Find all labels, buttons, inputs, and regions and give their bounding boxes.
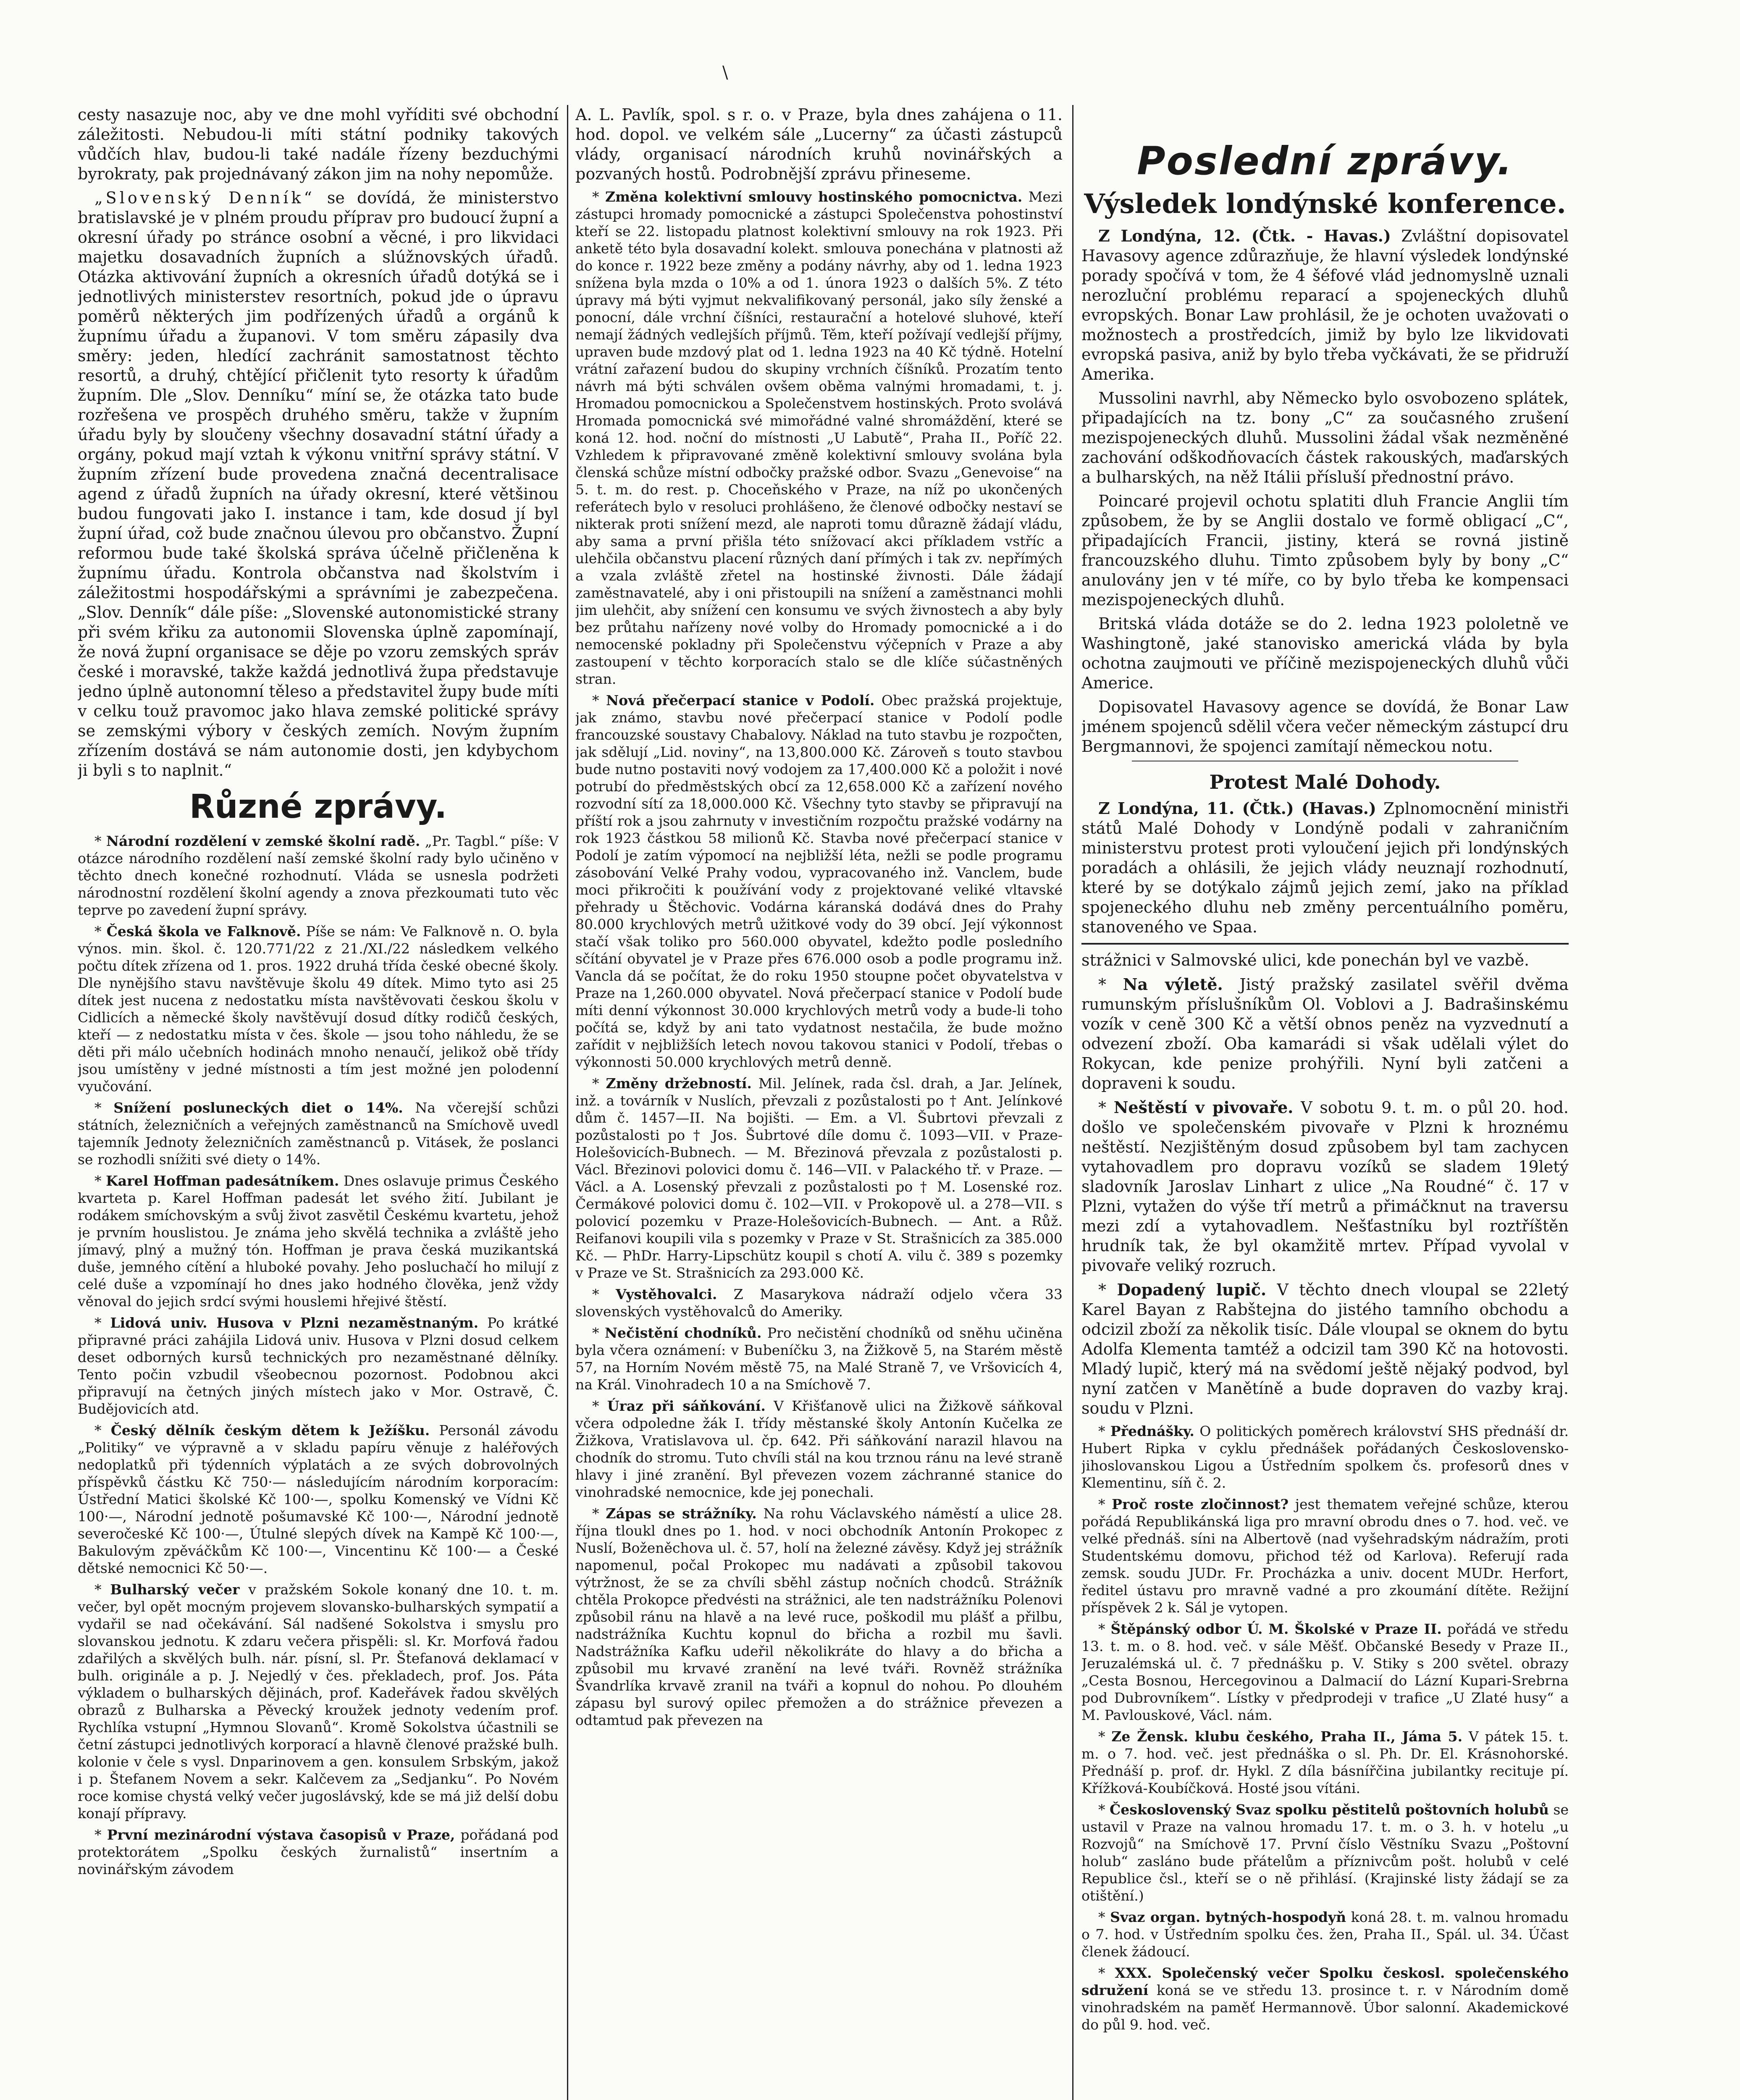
news-title: Nečistění chodníků. — [604, 1325, 762, 1341]
news-body: Na včerejší schůzi státních, železničních a veřejných zaměstnanců na Smíchově uvedl tajemník Jednoty železničních zaměstnanců p. Vitásek, že poslanci se rozhodli snížiti své diety o 14%. — [78, 1100, 559, 1168]
news-title: Změna kolektivní smlouvy hostinského pomocnictva. — [605, 189, 1023, 205]
news-item: * Nečistění chodníků. Pro nečistění chodníků od sněhu učiněna byla včera oznámení: v Bubeníčku 3, na Žižkově 5, na Starém městě 57, na Horním Novém městě 75, na Malé Straně 7, ve Vršovicích 4, na Král. Vinohradech 10 a na Smíchově 7. — [575, 1325, 1063, 1393]
news-item — [1081, 226, 1569, 384]
article-continuation: A. L. Pavlík, spol. s r. o. v Praze, byla dnes zahájena o 11. hod. dopol. ve velkém sále „Lucerny“ za účasti zástupců vlády, organisací národních kruhů novinářských a pozvaných hostů. Podrobnější zprávu přineseme. — [575, 105, 1063, 183]
news-body: Z Masarykova nádraží odjelo včera 33 slovenských vystěhovalců do Ameriky. — [575, 1286, 1063, 1320]
news-title: Neštěstí v pivovaře. — [1113, 1098, 1294, 1117]
news-title: Změny držebností. — [606, 1075, 752, 1092]
news-title: První mezinárodní výstava časopisů v Praze, — [107, 1827, 455, 1843]
column-rule-left — [567, 105, 568, 2100]
news-item: * Vystěhovalci. Z Masarykova nádraží odjelo včera 33 slovenských vystěhovalců do Ameriky. — [575, 1286, 1063, 1320]
news-body: Na rohu Václavského náměstí a ulice 28. října tloukl dnes po 1. hod. v noci obchodník Antonín Prokopec z Nuslí, Boženěchova ul. č. 57, holí na železné závěsy. Když jej strážník napomenul, počal Prokopec mu nadávati a způsobil takovou výtržnost, že se za chvíli sběhl zástup nočních chodců. Strážník chtěla Prokopce předvésti na strážnici, ale ten nadstrážníku Polenovi způsobil ránu na hlavě a na levé ruce, poškodil mu plášť a přilbu, nadstrážníka Kuchtu kopnul do břicha a rozbil mu šavli. Nadstrážníka Kafku udeřil několikráte do hlavy a do břicha a způsobil mu krvavé zranění na levé tváři. Rovněž strážníka Švandrlíka krvavě zranil na tváři a kopnul do nohou. Po dlouhém zápasu byl surový opilec přemožen a do strážnice převezen a odtamtud pak převezen na — [575, 1505, 1063, 1728]
news-title: Úraz při sáňkování. — [607, 1398, 766, 1414]
news-title: Karel Hoffman padesátníkem. — [106, 1173, 339, 1189]
headline-vysledek-konference: Výsledek londýnské konference. — [1084, 188, 1566, 220]
news-item: * Na výletě. Jistý pražský zasilatel svěřil dvěma rumunským příslušníkům Ol. Voblovi a J. Badrašinskému vozík v ceně 300 Kč a větší obnos peněz na vyzvednutí a odvezení zboží. Oba kamarádi si však udělali výlet do Rokycan, kde penize prohýřili. Nyní byli zatčeni a dopraveni k soudu. — [1081, 975, 1569, 1092]
news-title: Bulharský večer — [110, 1581, 240, 1598]
news-item: * Český dělník českým dětem k Ježíšku. Personál závodu „Politiky“ ve výpravně a v skladu papíru věnuje z haléřových nedoplatků při týdenních výplatách a ze svých dobrovolných příspěvků částku Kč 750·— následujícím národním korporacím: Ústřední Matici školské Kč 100·—, spolku Komenský ve Vídni Kč 100·—, Národní jednotě pošumavské Kč 100·—, Národní jednotě severočeské Kč 100·—, Útulné slepých dívek na Kampě Kč 100·—, Bakulovým zpěváčkům Kč 100·—, Vincentinu Kč 100·— a České dětské nemocnici Kč 50·—. — [78, 1422, 559, 1576]
notice-title: Československý Svaz spolku pěstitelů poštovních holubů — [1110, 1801, 1549, 1818]
news-title: Národní rozdělení v zemské školní radě. — [106, 833, 420, 849]
notice-title: Štěpánský odbor Ú. M. Školské v Praze II. — [1110, 1621, 1442, 1637]
news-item: * Úraz při sáňkování. V Křišťanově ulici na Žižkově sáňkoval včera odpoledne žák I. třídy městanské školy Antonín Kučelka ze Žižkova, Vratislavova ul. čp. 642. Při sáňkování narazil hlavou na chodník do stromu. Tuto chvíli stál na kou trznou ránu na levé straně hlavy i jiné zranění. Byl převezen vozem záchranné stanice do vinohradské nemocnice, kde jej ponechali. — [575, 1398, 1063, 1500]
news-title: Dopadený lupič. — [1117, 1280, 1267, 1299]
news-body: Píše se nám: Ve Falknově n. O. byla výnos. min. škol. č. 120.771/22 z 21./XI./22 následkem velkého počtu dítek zřízena od 1. pros. 1922 druhá třída české obecné školy. Dle nynějšího stavu navštěvuje školu 49 dítek. Mimo tyto asi 25 dítek jest nucena z nedostatku místa navštěvovati českou školu v Cidlicích a německé školy navštěvují dosud dítky rodičů českých, kteří — z nedostatku místa v čes. škole — jsou toho náhledu, že se děti při málo učebních hodinách mnoho nenaučí, jelikož obě třídy jsou umístěny v jedné místnosti a tím jest možné jen polodenní vyučování. — [78, 923, 559, 1095]
news-item: * Změna kolektivní smlouvy hostinského pomocnictva. Mezi zástupci hromady pomocnické a zástupci Společenstva pohostinství kteří se 22. listopadu platnost kolektivní smlouvy na rok 1923. Při anketě této byla dosavadní kolekt. smlouva ponechána v platnosti až do konce r. 1922 beze změny a podány návrhy, aby od 1. ledna 1923 snížena byla mzda o 10% a od 1. února 1923 o dalších 5%. Z této úpravy má býti vyjmut nekvalifikovaný personál, jako síly ženské a ponocní, dále vrchní číšníci, restaurační a hotelové sluhové, kteří nemají žádných vedlejších příjmů. Těm, kteří požívají vedlejší příjmy, upraven bude mzdový plat od 1. ledna 1923 na 40 Kč týdně. Hotelní vrátní zařazení budou do skupiny vrchních číšníků. Prozatím tento návrh má býti schválen ovšem oběma valnými hromadami, t. j. Hromadou pomocnickou a Společenstvem hostinských. Proto svolává Hromada pomocnická své mimořádné valné shromáždění, které se koná 12. hod. noční do místnosti „U Labutě“, Praha II., Poříč 22. Vzhledem k připravované změně kolektivní smlouvy svolána byla členská schůze místní odbočky pražské odbor. Svazu „Genevoise“ na 5. t. m. do rest. p. Choceňského v Praze, na níž po ukončených referátech bylo v resoluci prohlášeno, že členové odbočky nestaví se nikterak proti snížení mezd, ale naproti tomu důrazně žádají vládu, aby sama a první přišla této snížovací akci příkladem vstříc a ulehčila občanstvu placení různých daní přímých i tak zv. nepřímých a vzala zvláště zřetel na hostinské živnosti. Dále žádají zaměstnavatelé, aby i oni přistoupili na snížení a zaměstnanci mohli jim ulehčit, aby snížení cen konsumu ve svých živnostech a aby byly bez průtahu nařízeny nové volby do Hromady pomocnické a i do nemocenské pokladny při Společenstvu výčepních v Praze a aby zastoupení v těchto korporacích stalo se dle klíče súčastněných stran. — [575, 189, 1063, 687]
news-item: * Zápas se strážníky. Na rohu Václavského náměstí a ulice 28. října tloukl dnes po 1. hod. v noci obchodník Antonín Prokopec z Nuslí, Boženěchova ul. č. 57, holí na železné závěsy. Když jej strážník napomenul, počal Prokopec mu nadávati a způsobil takovou výtržnost, že se za chvíli sběhl zástup nočních chodců. Strážník chtěla Prokopce předvésti na strážnici, ale ten nadstrážníku Polenovi způsobil ránu na hlavě a na levé ruce, poškodil mu plášť a přilbu, nadstrážníka Kuchtu kopnul do břicha a rozbil mu šavli. Nadstrážníka Kafku udeřil několikráte do hlavy a do břicha a způsobil mu krvavé zranění na levé tváři. Rovněž strážníka Švandrlíka krvavě zranil na tváři a kopnul do nohou. Po dlouhém zápasu byl surový opilec přemožen a do strážnice převezen a odtamtud pak převezen na — [575, 1505, 1063, 1728]
section-heading-ruzne-zpravy: Různé zprávy. — [189, 788, 447, 826]
news-body: Pro nečistění chodníků od sněhu učiněna byla včera oznámení: v Bubeníčku 3, na Žižkově 5, na Starém městě 57, na Horním Novém městě 75, na Malé Straně 7, ve Vršovicích 4, na Král. Vinohradech 10 a na Smíchově 7. — [575, 1325, 1063, 1393]
notice-title: Ze Žensk. klubu českého, Praha II., Jáma 5. — [1111, 1728, 1463, 1745]
news-paragraph: Britská vláda dotáže se do 2. ledna 1923 pololetně ve Washingtoně, jaké stanovisko americká vláda by byla ochotna zaujmouti ve příčině mezispojeneckých dluhů vůči Americe. — [1081, 614, 1569, 692]
dateline: Z Londýna, 11. (Čtk.) (Havas.) — [1098, 799, 1376, 818]
news-item: * Bulharský večer v pražském Sokole konaný dne 10. t. m. večer, byl opět mocným projevem slovansko-bulharských sympatií a vydařil se nad očekávání. Sál nadšené Sokolstva i smyslu pro slovanskou jednotu. K zdaru večera přispěli: sl. Kr. Morfová řadou zdařilých a skvělých bulh. nár. písní, sl. Pr. Štefanová deklamací v bulh. originále a p. J. Nejedlý v čes. překladech, prof. Jos. Páta výkladem o bulharských dějinách, prof. Kadeřávek řadou skvělých obrazů z Bulharska a Pěvecký kroužek jednoty vedením prof. Rychlíka vstupní „Hymnou Slovanů“. Kromě Sokolstva účastnili se četní zástupci jednotlivých korporací a hlavně členové pražské bulh. kolonie v čele s vysl. Dnparinovem a gen. konsulem Srbským, jakož i p. Štefanem Novem a sekr. Kalčevem za „Sedjanku“. Po Novém roce komise chystá velký večer jugoslávský, kde se má již delší dobu konají přípravy. — [78, 1581, 559, 1822]
news-body: Mezi zástupci hromady pomocnické a zástupci Společenstva pohostinství kteří se 22. listopadu platnost kolektivní smlouvy na rok 1923. Při anketě této byla dosavadní kolekt. smlouva ponechána v platnosti až do konce r. 1922 beze změny a podány návrhy, aby od 1. ledna 1923 snížena byla mzda o 10% a od 1. února 1923 o dalších 5%. Z této úpravy má býti vyjmut nekvalifikovaný personál, jako síly ženské a ponocní, dále vrchní číšníci, restaurační a hotelové sluhové, kteří nemají žádných vedlejších příjmů. Těm, kteří požívají vedlejší příjmy, upraven bude mzdový plat od 1. ledna 1923 na 40 Kč týdně. Hotelní vrátní zařazení budou do skupiny vrchních číšníků. Prozatím tento návrh má býti schválen ovšem oběma valnými hromadami, t. j. Hromadou pomocnickou a Společenstvem hostinských. Proto svolává Hromada pomocnická své mimořádné valné shromáždění, které se koná 12. hod. noční do místnosti „U Labutě“, Praha II., Poříč 22. Vzhledem k připravované změně kolektivní smlouvy svolána byla členská schůze místní odbočky pražské odbor. Svazu „Genevoise“ na 5. t. m. do rest. p. Choceňského v Praze, na níž po ukončených referátech bylo v resoluci prohlášeno, že členové odbočky nestaví se nikterak proti snížení mezd, ale naproti tomu důrazně žádají vládu, aby sama a první přišla této snížovací akci příkladem vstříc a ulehčila občanstvu placení různých daní přímých i tak zv. nepřímých a vzala zvláště zřetel na hostinské živnosti. Dále žádají zaměstnavatelé, aby i oni přistoupili na snížení a zaměstnanci mohli jim ulehčit, aby snížení cen konsumu ve svých živnostech a aby byly bez průtahu nařízeny nové volby do Hromady pomocnické a i do nemocenské pokladny při Společenstvu výčepních v Praze a aby zastoupení v těchto korporacích stalo se dle klíče súčastněných stran. — [575, 189, 1063, 687]
article-slovensky-dennik — [78, 188, 559, 780]
notice-item: * Štěpánský odbor Ú. M. Školské v Praze II. pořádá ve středu 13. t. m. o 8. hod. več. v sále Měšť. Občanské Besedy v Praze II., Jeruzalémská ul. č. 7 přednášku p. V. Stiky s 200 světel. obrazy „Cesta Bosnou, Hercegovinou a Dalmacií do Lázní Kupari-Srebrna pod Dubrovníkem“. Lístky v předprodeji v trafice „U Zlaté husy“ a M. Pavlouskové, Václ. nám. — [1081, 1621, 1569, 1723]
news-title: Česká škola ve Falknově. — [106, 923, 301, 940]
article-continuation: cesty nasazuje noc, aby ve dne mohl vyříditi své obchodní záležitosti. Nebudou-li míti státní podniky takových vůdčích hlav, budou-li také nadále řízeny bezduchými byrokraty, pak projednávaný zákon jim na nohy nepomůže. — [78, 105, 559, 183]
news-title: Český dělník českým dětem k Ježíšku. — [110, 1422, 430, 1438]
page-mark: \ — [722, 63, 728, 82]
news-item: * Národní rozdělení v zemské školní radě. „Pr. Tagbl.“ píše: V otázce národního rozdělení naší zemské školní rady bylo učiněno v těchto dnech konečné rozhodnutí. Vláda se usnesla podržeti národnostní rozdělení školní agendy a znova přezkoumati tuto věc teprve po zavedení župní správy. — [78, 833, 559, 918]
news-item: * Nová přečerpací stanice v Podolí. Obec pražská projektuje, jak známo, stavbu nové přečerpací stanice v Podolí podle francouzské soustavy Chabalovy. Náklad na tuto stavbu je rozpočten, jak sdělují „Lid. noviny“, na 13,800.000 Kč. Zároveň s touto stavbou bude nutno postaviti nový vodojem za 17,400.000 Kč a položit i nové potrubí do předměstských obcí za 12,658.000 Kč a zařízení nového rozvodní sítí za 18,000.000 Kč. Všechny tyto stavby se připravují na příští rok a jsou zahrnuty v investičním rozpočtu pražské vodárny na rok 1923 částkou 58 milionů Kč. Stavba nové přečerpací stanice v Podolí je zatím výpomocí na nejbližší léta, nežli se podle programu zásobování Velké Prahy vodou, vypracovaného inž. Vanclem, bude moci přikročiti k používání vody z projektované veliké vltavské přehrady u Štěchovic. Vodárna káranská dodává dnes do Prahy 80.000 krychlových metrů užitkové vody do 39 obcí. Její výkonnost stačí však toliko pro 560.000 obyvatel, kdežto podle posledního sčítání obyvatel je v Praze přes 676.000 osob a podle programu inž. Vancla dá se počítat, že do roku 1950 stoupne počet obyvatelstva v Praze na 1,260.000 obyvatel. Nová přečerpací stanice v Podolí bude míti denní výkonnost 30.000 krychlových metrů vody a bude-li toho počítá se, když by ani tato vydatnost nestačila, že bude možno zařídit v nejbližších letech novou takovou stanici v Podolí, třebas o výkonnosti 50.000 krychlových metrů denně. — [575, 692, 1063, 1070]
news-title: Vystěhovalci. — [615, 1286, 717, 1302]
notice-body: se ustavil v Praze na valnou hromadu 17. t. m. o 3. h. v hotelu „u Rozvojů“ na Smíchově 17. První číslo Věstníku Svazu „Poštovní holub“ zasláno bude přátelům a příznivcům pošt. holubů v celé Republice čsl., kteří se o ně přihlásí. (Krajinské listy žádají se za otištění.) — [1081, 1801, 1569, 1904]
news-body: V těchto dnech vloupal se 22letý Karel Bayan z Rabštejna do jistého tamního obchodu a odcizil zboží za několik tisíc. Dále vloupal se oknem do bytu Adolfa Klementa tamtéž a odcizil tam 390 Kč na hotovosti. Mladý lupič, který má na svědomí ještě nějaký podvod, byl nyní zatčen v Manětíně a bude dopraven do vazby kraj. soudu v Plzni. — [1081, 1281, 1569, 1418]
headline-protest-male-dohody: Protest Malé Dohody. — [1209, 771, 1441, 793]
news-paragraph: Mussolini navrhl, aby Německo bylo osvobozeno splátek, připadajících na tz. bony „C“ za současného zrušení mezispojeneckých dluhů. Mussolini žádal však nezměněné zachování odškodňovacích částek rakouských, maďarských a bulharských, na něž Itálii přísluší přednostní právo. — [1081, 389, 1569, 486]
column-3 — [1081, 105, 1569, 2100]
news-item: * Snížení posluneckých diet o 14%. Na včerejší schůzi státních, železničních a veřejných zaměstnanců na Smíchově uvedl tajemník Jednoty železničních zaměstnanců p. Vitásek, že poslanci se rozhodli snížiti své diety o 14%. — [78, 1100, 559, 1168]
section-divider — [1081, 943, 1569, 945]
notice-body: pořádá ve středu 13. t. m. o 8. hod. več. v sále Měšť. Občanské Besedy v Praze II., Jeruzalémská ul. č. 7 přednášku p. V. Stiky s 200 světel. obrazy „Cesta Bosnou, Hercegovinou a Dalmacií do Lázní Kupari-Srebrna pod Dubrovníkem“. Lístky v předprodeji v trafice „U Zlaté husy“ a M. Pavlouskové, Václ. nám. — [1081, 1621, 1569, 1723]
news-body: v pražském Sokole konaný dne 10. t. m. večer, byl opět mocným projevem slovansko-bulharských sympatií a vydařil se nad očekávání. Sál nadšené Sokolstva i smyslu pro slovanskou jednotu. K zdaru večera přispěli: sl. Kr. Morfová řadou zdařilých a skvělých bulh. nár. písní, sl. Pr. Štefanová deklamací v bulh. originále a p. J. Nejedlý v čes. překladech, prof. Jos. Páta výkladem o bulharských dějinách, prof. Kadeřávek řadou skvělých obrazů z Bulharska a Pěvecký kroužek jednoty vedením prof. Rychlíka vstupní „Hymnou Slovanů“. Kromě Sokolstva účastnili se četní zástupci jednotlivých korporací a hlavně členové pražské bulh. kolonie v čele s vysl. Dnparinovem a gen. konsulem Srbským, jakož i p. Štefanem Novem a sekr. Kalčevem za „Sedjanku“. Po Novém roce komise chystá velký večer jugoslávský, kde se má již delší dobu konají přípravy. — [78, 1581, 559, 1822]
news-body: Jistý pražský zasilatel svěřil dvěma rumunským příslušníkům Ol. Voblovi a J. Badrašinskému vozík v ceně 300 Kč a větší obnos peněz na vyzvednutí a odvezení zboží. Oba kamarádi si však udělali výlet do Rokycan, kde penize prohýřili. Nyní byli zatčeni a dopraveni k soudu. — [1081, 975, 1569, 1092]
news-item: * Neštěstí v pivovaře. V sobotu 9. t. m. o půl 20. hod. došlo ve společenském pivovaře v Plzni k hroznému neštěstí. Nezjištěným dosud způsobem byl tam zachycen vytahovadlem pro dopravu vozíků se sladem 19letý sladovník Jaroslav Linhart z ulice „Na Roudné“ č. 17 v Plzni, vytažen do výše tří metrů a přimáčknut na traversu mezi zdí a vytahovadlem. Nešťastníku byl roztříštěn hrudník tak, že byl okamžitě mrtev. Případ vyvolal v pivovaře veliký rozruch. — [1081, 1098, 1569, 1275]
notice-body: V pátek 15. t. m. o 7. hod. več. jest přednáška o sl. Ph. Dr. El. Krásnohorské. Přednáší p. prof. dr. Hykl. Z díla básnířčina jubilantky recituje pí. Křížková-Koubíčková. Hosté jsou vítáni. — [1081, 1728, 1569, 1796]
news-body: V sobotu 9. t. m. o půl 20. hod. došlo ve společenském pivovaře v Plzni k hroznému neštěstí. Nezjištěným dosud způsobem byl tam zachycen vytahovadlem pro dopravu vozíků se sladem 19letý sladovník Jaroslav Linhart z ulice „Na Roudné“ č. 17 v Plzni, vytažen do výše tří metrů a přimáčknut na traversu mezi zdí a vytahovadlem. Nešťastníku byl roztříštěn hrudník tak, že byl okamžitě mrtev. Případ vyvolal v pivovaře veliký rozruch. — [1081, 1098, 1569, 1275]
news-body: Mil. Jelínek, rada čsl. drah, a Jar. Jelínek, inž. a továrník v Nuslích, převzali z pozůstalosti po † Ant. Jelínkové dům č. 1457—II. Na bojišti. — Em. a Vl. Šubrtovi převzali z pozůstalosti po † Jos. Šubrtové díle domu č. 1093—VII. v Praze-Holešovicích-Bubnech. — M. Březinová převzala z pozůstalosti p. Václ. Březinovi polovici domu č. 146—VII. v Palackého tř. v Praze. — Václ. a A. Losenský převzali z pozůstalosti po † M. Losenské roz. Čermákové polovici domu č. 102—VII. v Prokopově ul. a 278—VII. s polovicí pozemku v Praze-Holešovicích-Bubnech. — Ant. a Růž. Reifanovi koupili vila s pozemky v Praze v St. Strašnicích za 385.000 Kč. — PhDr. Harry-Lipschütz koupil s chotí A. vilu č. 389 s pozemky v Praze ve St. Strašnicích za 293.000 Kč. — [575, 1075, 1063, 1281]
notice-title: Přednášky. — [1110, 1423, 1194, 1439]
news-item: * Dopadený lupič. V těchto dnech vloupal se 22letý Karel Bayan z Rabštejna do jistého tamního obchodu a odcizil zboží za několik tisíc. Dále vloupal se oknem do bytu Adolfa Klementa tamtéž a odcizil tam 390 Kč na hotovosti. Mladý lupič, který má na svědomí ještě nějaký podvod, byl nyní zatčen v Manětíně a bude dopraven do vazby kraj. soudu v Plzni. — [1081, 1280, 1569, 1418]
news-paragraph: Poincaré projevil ochotu splatiti dluh Francie Anglii tím způsobem, že by se Anglii dostalo ve formě obligací „C“, připadajících Francii, jistiny, která se rovná jistině francouzského dluhu. Timto způsobem byly by bony „C“ anulovány jen v té míře, co by bylo třeba ke kompensaci mezispojeneckých dluhů. — [1081, 492, 1569, 609]
news-item: * Lidová univ. Husova v Plzni nezaměstnaným. Po krátké připravné práci zahájila Lidová univ. Husova v Plzni dosud celkem deset odborných kursů technických pro nezaměstnané dělníky. Tento počin vzbudil všeobecnou pozornost. Podobnou akci připravují na četných jiných místech jako v Mor. Ostravě, Č. Budějovicích atd. — [78, 1315, 559, 1417]
news-body: Personál závodu „Politiky“ ve výpravně a v skladu papíru věnuje z haléřových nedoplatků při týdenních výplatách a ze svých dobrovolných příspěvků částku Kč 750·— následujícím národním korporacím: Ústřední Matici školské Kč 100·—, spolku Komenský ve Vídni Kč 100·—, Národní jednotě pošumavské Kč 100·—, Národní jednotě severočeské Kč 100·—, Útulné slepých dívek na Kampě Kč 100·—, Bakulovým zpěváčkům Kč 100·—, Vincentinu Kč 100·— a České dětské nemocnici Kč 50·—. — [78, 1422, 559, 1576]
notice-item: * Československý Svaz spolku pěstitelů poštovních holubů se ustavil v Praze na valnou hromadu 17. t. m. o 3. h. v hotelu „u Rozvojů“ na Smíchově 17. První číslo Věstníku Svazu „Poštovní holub“ zasláno bude přátelům a příznivcům pošt. holubů v celé Republice čsl., kteří se o ně přihlásí. (Krajinské listy žádají se za otištění.) — [1081, 1801, 1569, 1904]
dateline: Z Londýna, 12. (Čtk. - Havas.) — [1098, 226, 1391, 245]
article-continuation: strážnici v Salmovské ulici, kde ponechán byl ve vazbě. — [1081, 951, 1530, 969]
news-title: Snížení posluneckých diet o 14%. — [113, 1100, 403, 1116]
notice-title: XXX. Společenský večer Spolku českosl. společenského sdružení — [1081, 1965, 1569, 1998]
column-rule-right — [1072, 105, 1073, 2100]
news-body: „Pr. Tagbl.“ píše: V otázce národního rozdělení naší zemské školní rady bylo učiněno v těchto dnech konečné rozhodnutí. Vláda se usnesla podržeti národnostní rozdělení školní agendy a znova přezkoumati tuto věc teprve po zavedení župní správy. — [78, 833, 559, 918]
news-title: Lidová univ. Husova v Plzni nezaměstnaným. — [110, 1315, 479, 1331]
notice-item: * Ze Žensk. klubu českého, Praha II., Jáma 5. V pátek 15. t. m. o 7. hod. več. jest přednáška o sl. Ph. Dr. El. Krásnohorské. Přednáší p. prof. dr. Hykl. Z díla básnířčina jubilantky recituje pí. Křížková-Koubíčková. Hosté jsou vítáni. — [1081, 1728, 1569, 1796]
notice-item: * Svaz organ. bytných-hospodyň koná 28. t. m. valnou hromadu o 7. hod. v Ústředním spolku čes. žen, Praha II., Spál. ul. 34. Účast členek žádoucí. — [1081, 1909, 1569, 1960]
news-body: Dnes oslavuje primus Českého kvarteta p. Karel Hoffman padesát let svého žití. Jubilant je rodákem smíchovským a svůj život zasvětil Českému kvartetu, jehož je prvním houslistou. Je známa jeho skvělá technika a zvláště jeho jímavý, plný a mužný tón. Hoffman je prava česká muzikantská duše, jemného cítění a hluboké povahy. Jeho posluchačí ho milují z celé duše a vzpomínají ho dnes jako hodného člověka, jenž vždy věnoval do jejich srdcí svými houslemi hřejivé štěstí. — [78, 1173, 559, 1310]
notice-item: * Přednášky. O politických poměrech království SHS přednáší dr. Hubert Ripka v cyklu přednášek pořádaných Československo-jihoslovanskou Ligou a Ústředním spolkem čs. profesorů dnes v Klementinu, síň č. 2. — [1081, 1423, 1569, 1491]
news-body: Obec pražská projektuje, jak známo, stavbu nové přečerpací stanice v Podolí podle francouzské soustavy Chabalovy. Náklad na tuto stavbu je rozpočten, jak sdělují „Lid. noviny“, na 13,800.000 Kč. Zároveň s touto stavbou bude nutno postaviti nový vodojem za 17,400.000 Kč a položit i nové potrubí do předměstských obcí za 12,658.000 Kč a zařízení nového rozvodní sítí za 18,000.000 Kč. Všechny tyto stavby se připravují na příští rok a jsou zahrnuty v investičním rozpočtu pražské vodárny na rok 1923 částkou 58 milionů Kč. Stavba nové přečerpací stanice v Podolí je zatím výpomocí na nejbližší léta, nežli se podle programu zásobování Velké Prahy vodou, vypracovaného inž. Vanclem, bude moci přikročiti k používání vody z projektované veliké vltavské přehrady u Štěchovic. Vodárna káranská dodává dnes do Prahy 80.000 krychlových metrů užitkové vody do 39 obcí. Její výkonnost stačí však toliko pro 560.000 obyvatel, kdežto podle posledního sčítání obyvatel je v Praze přes 676.000 osob a podle programu inž. Vancla dá se počítat, že do roku 1950 stoupne počet obyvatelstva v Praze na 1,260.000 obyvatel. Nová přečerpací stanice v Podolí bude míti denní výkonnost 30.000 krychlových metrů vody a bude-li toho počítá se, když by ani tato vydatnost nestačila, že bude možno zařídit v nejbližších letech novou takovou stanici v Podolí, třebas o výkonnosti 50.000 krychlových metrů denně. — [575, 692, 1063, 1070]
notice-item: * Proč roste zločinnost? jest thematem veřejné schůze, kterou pořádá Republikánská liga pro mravní obrodu dnes o 7. hod. več. ve velké přednáš. síni na Albertově (nad vyšehradským nádražím, proti Studentskému domovu, přichod též od Karlova). Referují rada zemsk. soudu JUDr. Fr. Procházka a univ. docent MUDr. Herfort, ředitel ústavu pro mravně vadné a pro zkoumání dítěte. Režijní příspěvek 2 k. Sál je vytopen. — [1081, 1496, 1569, 1616]
news-body: Po krátké připravné práci zahájila Lidová univ. Husova v Plzni dosud celkem deset odborných kursů technických pro nezaměstnané dělníky. Tento počin vzbudil všeobecnou pozornost. Podobnou akci připravují na četných jiných místech jako v Mor. Ostravě, Č. Budějovicích atd. — [78, 1315, 559, 1417]
news-item: * Česká škola ve Falknově. Píše se nám: Ve Falknově n. O. byla výnos. min. škol. č. 120.771/22 z 21./XI./22 následkem velkého počtu dítek zřízena od 1. pros. 1922 druhá třída české obecné školy. Dle nynějšího stavu navštěvuje školu 49 dítek. Mimo tyto asi 25 dítek jest nucena z nedostatku místa navštěvovati českou školu v Cidlicích a německé školy navštěvují dosud dítky rodičů českých, kteří — z nedostatku místa v čes. škole — jsou toho náhledu, že se děti při málo učebních hodinách mnoho nenaučí, jelikož obě třídy jsou umístěny v jedné místnosti a tím jest možné jen polodenní vyučování. — [78, 923, 559, 1095]
notice-title: Proč roste zločinnost? — [1112, 1496, 1289, 1512]
notice-title: Svaz organ. bytných-hospodyň — [1110, 1909, 1346, 1925]
news-item: * Karel Hoffman padesátníkem. Dnes oslavuje primus Českého kvarteta p. Karel Hoffman padesát let svého žití. Jubilant je rodákem smíchovským a svůj život zasvětil Českému kvartetu, jehož je prvním houslistou. Je známa jeho skvělá technika a zvláště jeho jímavý, plný a mužný tón. Hoffman je prava česká muzikantská duše, jemného cítění a hluboké povahy. Jeho posluchačí ho milují z celé duše a vzpomínají ho dnes jako hodného člověka, jenž vždy věnoval do jejich srdcí svými houslemi hřejivé štěstí. — [78, 1173, 559, 1310]
column-1 — [78, 105, 559, 2100]
news-item: * První mezinárodní výstava časopisů v Praze, pořádaná pod protektorátem „Spolku českých žurnalistů“ insertním a novinářským závodem — [78, 1827, 559, 1877]
notice-item: * XXX. Společenský večer Spolku českosl. společenského sdružení koná se ve středu 13. prosince t. r. v Národním domě vinohradském na paměť Hermannově. Úbor salonní. Akademickové do půl 9. hod. več. — [1081, 1965, 1569, 2033]
article-source: „Slovenský Denník“ — [94, 189, 315, 207]
article-body: se dovídá, že ministerstvo bratislavské je v plném proudu příprav pro budoucí župní a okresní úřady po stránce osobní a věcné, i pro likvidaci majetku dosavadních župních a slúžnovských úřadů. Otázka aktivování župních a okresních úřadů dotýká se i jednotlivých ministerstev resortních, pokud jde o úpravu poměrů některých jim podřízených úřadů a orgánů k župnímu úřadu a županovi. V tom směru zápasily dva směry: jeden, hledící zachránit samostatnost těchto resortů, a druhý, chtějící přičlenit tyto resorty k úřadům župním. Dle „Slov. Denníku“ míní se, že otázka tato bude rozřešena ve prospěch druhého směru, takže v župním úřadu byly by sloučeny všechny dosavadní státní úřady a orgány, pokud mají vztah k výkonu vnitřní správy státní. V župním zřízení bude provedena značná decentralisace agend z úřadů župních na úřady okresní, které většinou budou fungovati jako I. instance i tam, kde dosud jí byl župní úřad, což bude značnou úlevou pro občanstvo. Župní reformou bude také školská správa účelně přičleněna k župnímu úřadu. Kontrola občanstva nad školstvím i záležitostmi hospodářskými a správními je zabezpečena. „Slov. Denník“ dále píše: „Slovenské autonomistické strany při svém křiku za autonomii Slovenska úplně zapomínají, že nová župní organisace se děje po vzoru zemských správ české i moravské, takže každá jednotlivá župa představuje jedno úplně autonomní těleso a představitel župy bude míti v celku touž pravomoc jako hlava zemské politické správy se zemskými výbory v českých zemích. Novým župním zřízením dostává se nám autonomie dosti, jen kdybychom ji byli s to naplnit.“ — [78, 189, 559, 780]
news-body: Zvláštní dopisovatel Havasovy agence zdůrazňuje, že hlavní výsledek londýnské porady spočívá v tom, že 4 šéfové vlád jednomyslně uznali nerozluční problému reparací a spojeneckých dluhů evropských. Bonar Law prohlásil, že je ochoten uvažovati o možnostech a prostředcích, jimiž by bylo lze likvidovati evropská pasiva, aniž by bylo třeba vyčkávati, že se přidruží Amerika. — [1081, 227, 1569, 383]
notice-body: koná 28. t. m. valnou hromadu o 7. hod. v Ústředním spolku čes. žen, Praha II., Spál. ul. 34. Účast členek žádoucí. — [1081, 1909, 1569, 1960]
news-body: pořádaná pod protektorátem „Spolku českých žurnalistů“ insertním a novinářským závodem — [78, 1827, 559, 1877]
news-item — [1081, 798, 1569, 937]
column-2 — [575, 105, 1063, 2100]
news-body: Zplnomocnění ministři států Malé Dohody v Londýně podali v zahraničním ministerstvu protest proti vyloučení jejich při londýnských poradách a ohlásili, že jejich vlády neuznají rozhodnutí, které by se dotýkalo zájmů jejich zemí, jako na příklad spojeneckého dluhu neb změny percentuálního poměru, stanoveného ve Spaa. — [1081, 799, 1569, 936]
news-title: Zápas se strážníky. — [606, 1505, 757, 1522]
notice-body: koná se ve středu 13. prosince t. r. v Národním domě vinohradském na paměť Hermannově. Úbor salonní. Akademickové do půl 9. hod. več. — [1081, 1982, 1569, 2033]
section-heading-posledni-zpravy: Poslední zprávy. — [1137, 139, 1513, 184]
notice-body: O politických poměrech království SHS přednáší dr. Hubert Ripka v cyklu přednášek pořádaných Československo-jihoslovanskou Ligou a Ústředním spolkem čs. profesorů dnes v Klementinu, síň č. 2. — [1081, 1423, 1569, 1491]
news-title: Na výletě. — [1123, 975, 1223, 994]
news-body: V Křišťanově ulici na Žižkově sáňkoval včera odpoledne žák I. třídy městanské školy Antonín Kučelka ze Žižkova, Vratislavova ul. čp. 642. Při sáňkování narazil hlavou na chodník do stromu. Tuto chvíli stál na kou trznou ránu na levé straně hlavy i jiné zranění. Byl převezen vozem záchranné stanice do vinohradské nemocnice, kde jej ponechali. — [575, 1398, 1063, 1500]
news-title: Nová přečerpací stanice v Podolí. — [606, 692, 875, 709]
news-item: * Změny držebností. Mil. Jelínek, rada čsl. drah, a Jar. Jelínek, inž. a továrník v Nuslích, převzali z pozůstalosti po † Ant. Jelínkové dům č. 1457—II. Na bojišti. — Em. a Vl. Šubrtovi převzali z pozůstalosti po † Jos. Šubrtové díle domu č. 1093—VII. v Praze-Holešovicích-Bubnech. — M. Březinová převzala z pozůstalosti p. Václ. Březinovi polovici domu č. 146—VII. v Palackého tř. v Praze. — Václ. a A. Losenský převzali z pozůstalosti po † M. Losenské roz. Čermákové polovici domu č. 102—VII. v Prokopově ul. a 278—VII. s polovicí pozemku v Praze-Holešovicích-Bubnech. — Ant. a Růž. Reifanovi koupili vila s pozemky v Praze v St. Strašnicích za 385.000 Kč. — PhDr. Harry-Lipschütz koupil s chotí A. vilu č. 389 s pozemky v Praze ve St. Strašnicích za 293.000 Kč. — [575, 1075, 1063, 1281]
news-paragraph: Dopisovatel Havasovy agence se dovídá, že Bonar Law jménem spojenců sdělil včera večer německým zástupcí dru Bergmannovi, že spojenci zamítají německou notu. — [1081, 698, 1569, 756]
notice-body: jest thematem veřejné schůze, kterou pořádá Republikánská liga pro mravní obrodu dnes o 7. hod. več. ve velké přednáš. síni na Albertově (nad vyšehradským nádražím, proti Studentskému domovu, přichod též od Karlova). Referují rada zemsk. soudu JUDr. Fr. Procházka a univ. docent MUDr. Herfort, ředitel ústavu pro mravně vadné a pro zkoumání dítěte. Režijní příspěvek 2 k. Sál je vytopen. — [1081, 1496, 1569, 1616]
